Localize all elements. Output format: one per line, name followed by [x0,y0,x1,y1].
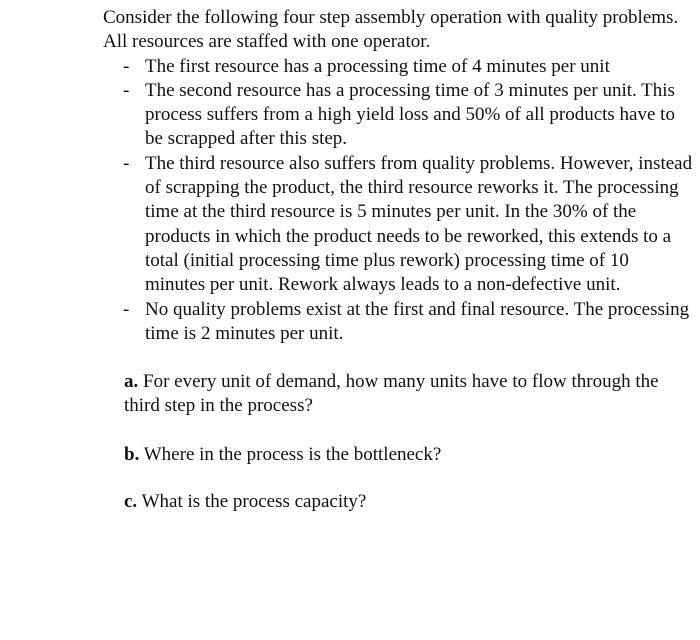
question-a-text: For every unit of demand, how many units have to flow through the third step in the process? [124,371,659,417]
question-c-label: c. [124,491,138,513]
bullet-resource-1 [103,55,693,79]
bullet-dash: - [123,55,130,77]
bullet-text: The second resource has a processing time of 3 minutes per unit. This process suffers from a high yield loss and 50% of all products have to be scrapped after this step. [145,79,675,150]
resource-list [103,55,693,347]
bullet-dash: - [123,79,130,101]
question-b-text: Where in the process is the bottleneck? [143,443,442,465]
bullet-dash: - [123,152,130,174]
bullet-dash: - [123,298,130,320]
question-c-text: What is the process capacity? [141,491,367,513]
question-a-label: a. [124,371,139,393]
question-a [103,370,693,419]
bullet-text: The third resource also suffers from quality problems. However, instead of scrapping the product, the third resource reworks it. The processing time at the third resource is 5 minutes per unit. In the 30% of the products in which the product needs to be reworked, this extends to a total (initial processing time plus rework) processing time of 10 minutes per unit. Rework always leads to a non-defective unit. [145,152,693,296]
question-c [103,490,693,514]
question-b [103,443,693,467]
bullet-resource-2 [103,79,693,152]
bullet-text: No quality problems exist at the first and final resource. The processing time is 2 minutes per unit. [145,298,690,344]
problem-text [103,6,693,514]
bullet-text: The first resource has a processing time of 4 minutes per unit [145,55,610,77]
intro-paragraph: Consider the following four step assembly operation with quality problems. All resources are staffed with one operator. [103,7,679,53]
question-b-label: b. [124,443,140,465]
bullet-resource-3 [103,152,693,298]
bullet-resource-4 [103,298,693,347]
